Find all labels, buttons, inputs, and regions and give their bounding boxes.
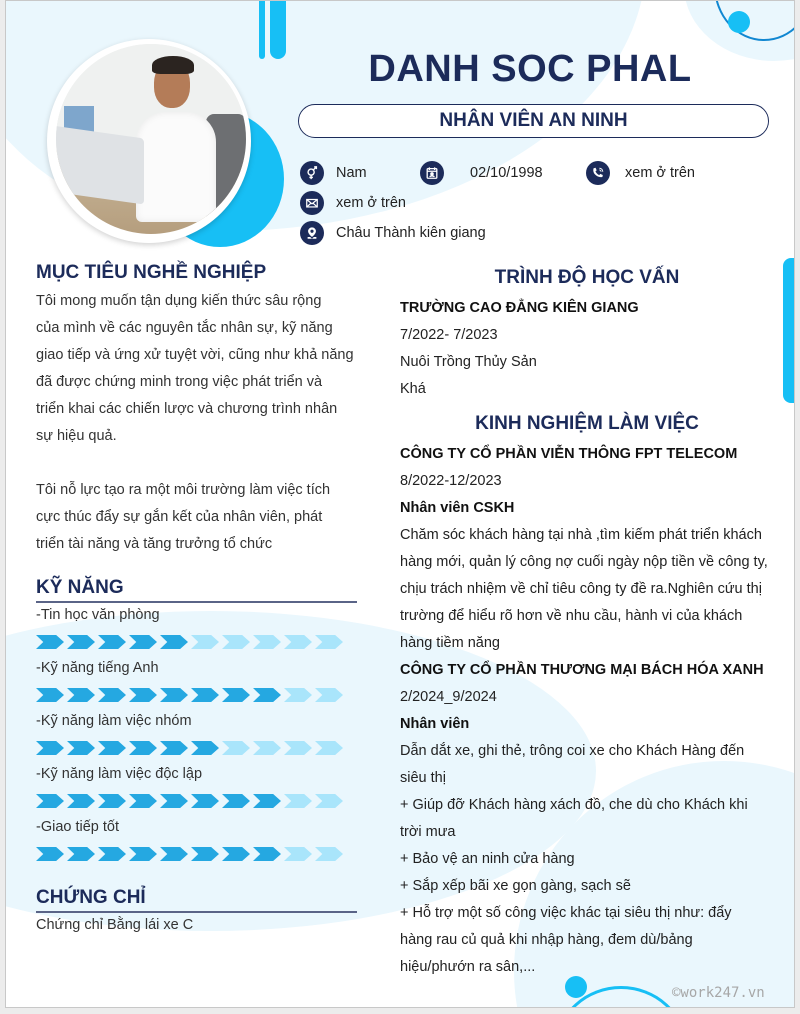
skill-level-bar	[36, 741, 343, 755]
chevron-icon	[67, 847, 95, 861]
chevron-icon	[284, 688, 312, 702]
avatar-photo	[56, 44, 246, 234]
chevron-icon	[129, 688, 157, 702]
chevron-icon	[129, 847, 157, 861]
chevron-icon	[160, 688, 188, 702]
calendar-icon	[420, 161, 444, 185]
skill-level-bar	[36, 794, 343, 808]
chevron-icon	[129, 741, 157, 755]
divider	[36, 911, 357, 913]
chevron-icon	[67, 794, 95, 808]
job-period: 8/2022-12/2023	[400, 473, 502, 489]
education-major: Nuôi Trồng Thủy Sản	[400, 354, 537, 370]
info-email: xem ở trên	[300, 191, 406, 215]
chevron-icon	[222, 741, 250, 755]
chevron-icon	[160, 847, 188, 861]
phone-icon	[586, 161, 610, 185]
job-title: NHÂN VIÊN AN NINH	[298, 104, 769, 138]
chevron-icon	[160, 741, 188, 755]
chevron-icon	[36, 794, 64, 808]
job-company: CÔNG TY CỔ PHẦN VIỄN THÔNG FPT TELECOM	[400, 446, 738, 462]
chevron-icon	[98, 794, 126, 808]
chevron-icon	[160, 794, 188, 808]
chevron-icon	[191, 794, 219, 808]
chevron-icon	[191, 847, 219, 861]
chevron-icon	[253, 635, 281, 649]
chevron-icon	[284, 847, 312, 861]
education-heading: TRÌNH ĐỘ HỌC VẤN	[494, 267, 680, 288]
chevron-icon	[129, 635, 157, 649]
job-description: Dẫn dắt xe, ghi thẻ, trông coi xe cho Khách Hàng đến siêu thị + Giúp đỡ Khách hàng xách đồ, che dù cho Khách khi trời mưa + Bảo vệ an ninh cửa hàng + Sắp xếp bãi xe gọn gàng, sạch sẽ + Hỗ trợ một số công việc khác tại siêu thị như: đẩy hàng rau củ quả khi nhập hàng, đem dù/bảng hiệu/phướn ra sân,...	[400, 743, 748, 975]
chevron-icon	[191, 688, 219, 702]
chevron-icon	[98, 688, 126, 702]
experience-heading: KINH NGHIỆM LÀM VIỆC	[475, 413, 699, 434]
chevron-icon	[67, 688, 95, 702]
job-description: Chăm sóc khách hàng tại nhà ,tìm kiếm phát triển khách hàng mới, quản lý công nợ cuối ngày nộp tiền về công ty, chịu trách nhiệm về chỉ tiêu công ty đề ra.Nghiên cứu thị trường để hiểu rõ hơn về nhu cầu, hành vi của khách hàng tiềm năng	[400, 527, 768, 651]
chevron-icon	[129, 794, 157, 808]
chevron-icon	[222, 847, 250, 861]
job-position: Nhân viên CSKH	[400, 500, 515, 516]
chevron-icon	[315, 741, 343, 755]
chevron-icon	[253, 847, 281, 861]
chevron-icon	[284, 741, 312, 755]
education-grade: Khá	[400, 381, 426, 397]
decor-bar	[270, 1, 286, 59]
objective-heading: MỤC TIÊU NGHỀ NGHIỆP	[36, 262, 267, 283]
chevron-icon	[98, 847, 126, 861]
watermark: ©work247.vn	[672, 985, 765, 1001]
skill-level-bar	[36, 847, 343, 861]
chevron-icon	[284, 794, 312, 808]
chevron-icon	[98, 741, 126, 755]
info-address: Châu Thành kiên giang	[300, 221, 486, 245]
chevron-icon	[160, 635, 188, 649]
job-position: Nhân viên	[400, 716, 470, 732]
chevron-icon	[36, 688, 64, 702]
chevron-icon	[222, 635, 250, 649]
location-icon	[300, 221, 324, 245]
email-icon	[300, 191, 324, 215]
decor-dot	[728, 11, 750, 33]
info-gender: Nam	[300, 161, 367, 185]
chevron-icon	[253, 741, 281, 755]
education-period: 7/2022- 7/2023	[400, 327, 498, 343]
skill-label: -Kỹ năng làm việc độc lập	[36, 766, 203, 782]
skill-label: -Kỹ năng làm việc nhóm	[36, 713, 192, 729]
chevron-icon	[36, 635, 64, 649]
skill-level-bar	[36, 688, 343, 702]
chevron-icon	[36, 847, 64, 861]
info-phone: xem ở trên	[586, 161, 695, 185]
chevron-icon	[67, 741, 95, 755]
chevron-icon	[67, 635, 95, 649]
chevron-icon	[98, 635, 126, 649]
skill-label: -Kỹ năng tiếng Anh	[36, 660, 159, 676]
certificate-item: Chứng chỉ Bằng lái xe C	[36, 917, 194, 933]
decor-bar	[259, 1, 265, 59]
chevron-icon	[222, 794, 250, 808]
chevron-icon	[315, 688, 343, 702]
candidate-name: DANH SOC PHAL	[368, 48, 692, 90]
chevron-icon	[191, 635, 219, 649]
decor-side-bar	[783, 258, 795, 403]
job-company: CÔNG TY CỔ PHẦN THƯƠNG MẠI BÁCH HÓA XANH	[400, 662, 764, 678]
chevron-icon	[253, 688, 281, 702]
objective-text: Tôi mong muốn tận dụng kiến thức sâu rộng của mình về các nguyên tắc nhân sự, kỹ năng giao tiếp và ứng xử tuyệt vời, cũng như khả năng đã được chứng minh trong việc phát triển và triển khai các chiến lược và chương trình nhân sự hiệu quả. Tôi nỗ lực tạo ra một môi trường làm việc tích cực thúc đẩy sự gắn kết của nhân viên, phát triển tài năng và tăng trưởng tổ chức	[36, 293, 354, 552]
education-school: TRƯỜNG CAO ĐẲNG KIÊN GIANG	[400, 300, 639, 316]
chevron-icon	[191, 741, 219, 755]
skill-label: -Tin học văn phòng	[36, 607, 160, 623]
gender-icon	[300, 161, 324, 185]
chevron-icon	[315, 847, 343, 861]
skill-level-bar	[36, 635, 343, 649]
chevron-icon	[284, 635, 312, 649]
job-period: 2/2024_9/2024	[400, 689, 497, 705]
chevron-icon	[315, 635, 343, 649]
certificates-heading: CHỨNG CHỈ	[36, 887, 146, 908]
chevron-icon	[36, 741, 64, 755]
divider	[36, 601, 357, 603]
chevron-icon	[315, 794, 343, 808]
skill-label: -Giao tiếp tốt	[36, 819, 120, 835]
info-birthday: 02/10/1998	[420, 161, 543, 185]
chevron-icon	[222, 688, 250, 702]
chevron-icon	[253, 794, 281, 808]
skills-heading: KỸ NĂNG	[36, 577, 124, 598]
